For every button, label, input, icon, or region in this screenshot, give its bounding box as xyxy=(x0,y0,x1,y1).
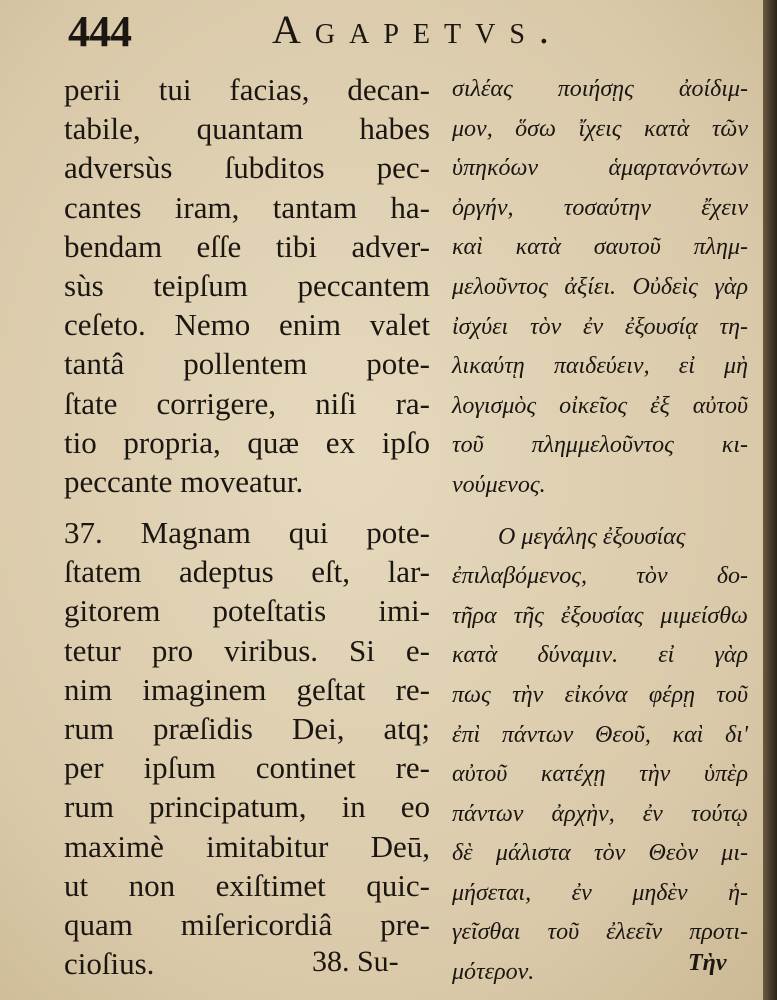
greek-catchword: Τὴν xyxy=(688,950,727,976)
greek-paragraph-1 xyxy=(452,70,748,506)
text-line: κατὰ δύναμιν. εἰ γὰρ xyxy=(452,642,748,669)
text-line: ut non exiſtimet quic- xyxy=(64,867,430,903)
text-line: cioſius. xyxy=(64,946,155,982)
latin-paragraph-1 xyxy=(64,70,430,501)
text-line: γεῖσθαι τοῦ ἐλεεῖν προτι- xyxy=(452,919,748,946)
text-line: maximè imitabitur Deū, xyxy=(64,828,430,864)
text-line: αὐτοῦ κατέχῃ τὴν ὑπὲρ xyxy=(452,761,748,788)
latin-column xyxy=(64,70,430,983)
text-line: tabile, quantam habes xyxy=(64,111,430,147)
text-line: πως τὴν εἰκόνα φέρῃ τοῦ xyxy=(452,681,748,708)
text-line: ſtate corrigere, niſi ra- xyxy=(64,385,430,421)
text-line: 37. Magnam qui pote- xyxy=(64,515,430,551)
text-line: νούμενος. xyxy=(452,471,546,498)
text-line: ὀργήν, τοσαύτην ἔχειν xyxy=(452,194,748,221)
text-line: λικαύτῃ παιδεύειν, εἰ μὴ xyxy=(452,353,748,380)
text-line: per ipſum continet re- xyxy=(64,750,430,786)
text-line: τῆρα τῆς ἐξουσίας μιμείσθω xyxy=(452,602,748,629)
text-line: rum principatum, in eo xyxy=(64,789,430,825)
text-line: ἐπὶ πάντων Θεοῦ, καὶ δι' xyxy=(452,721,748,748)
text-line: peccante moveatur. xyxy=(64,463,304,499)
text-line: μότερον. xyxy=(452,959,535,986)
text-line: δὲ μάλιστα τὸν Θεὸν μι- xyxy=(452,840,748,867)
text-line: sùs teipſum peccantem xyxy=(64,267,430,303)
facing-page-edge xyxy=(763,0,777,1000)
text-line: τοῦ πλημμελοῦντος κι- xyxy=(452,432,748,459)
text-line: gitorem poteſtatis imi- xyxy=(64,593,430,629)
latin-catchword: 38. Su- xyxy=(312,945,399,978)
latin-paragraph-2 xyxy=(64,513,430,983)
greek-column xyxy=(452,70,748,993)
text-line: λογισμὸς οἰκεῖος ἐξ αὐτοῦ xyxy=(452,392,748,419)
text-line: cantes iram, tantam ha- xyxy=(64,189,430,225)
text-line: μον, ὅσω ἴχεις κατὰ τῶν xyxy=(452,115,748,142)
text-line: rum præſidis Dei, atq; xyxy=(64,711,430,746)
text-line: adversùs ſubditos pec- xyxy=(64,150,430,186)
text-line: ſtatem adeptus eſt, lar- xyxy=(64,554,430,590)
text-line: πάντων ἀρχὴν, ἐν τούτῳ xyxy=(452,800,748,827)
text-line: tio propria, quæ ex ipſo xyxy=(64,424,430,460)
running-title: Agapetvs. xyxy=(272,7,563,52)
text-line: καὶ κατὰ σαυτοῦ πλημ- xyxy=(452,234,748,261)
text-line: tetur pro viribus. Si e- xyxy=(64,632,430,668)
greek-paragraph-2 xyxy=(452,518,748,993)
text-line: ἐπιλαβόμενος, τὸν δο- xyxy=(452,563,748,590)
text-line: nim imaginem geſtat re- xyxy=(64,671,430,707)
text-line: perii tui facias, decan- xyxy=(64,72,430,107)
text-line: bendam eſſe tibi adver- xyxy=(64,228,430,264)
text-line: μήσεται, ἐν μηδὲν ἡ- xyxy=(452,879,748,906)
text-line: Ο μεγάλης ἐξουσίας xyxy=(498,523,686,550)
text-line: tantâ pollentem pote- xyxy=(64,346,430,382)
text-line: μελοῦντος ἀξίει. Οὐδεὶς γὰρ xyxy=(452,273,748,300)
page-number: 444 xyxy=(68,7,131,56)
text-line: quam miſericordiâ pre- xyxy=(64,906,430,942)
text-line: σιλέας ποιήσῃς ἀοίδιμ- xyxy=(452,76,748,102)
text-line: ceſeto. Nemo enim valet xyxy=(64,307,430,343)
text-line: ἰσχύει τὸν ἐν ἐξουσίᾳ τη- xyxy=(452,313,748,340)
text-line: ὑπηκόων ἁμαρτανόντων xyxy=(452,155,748,182)
